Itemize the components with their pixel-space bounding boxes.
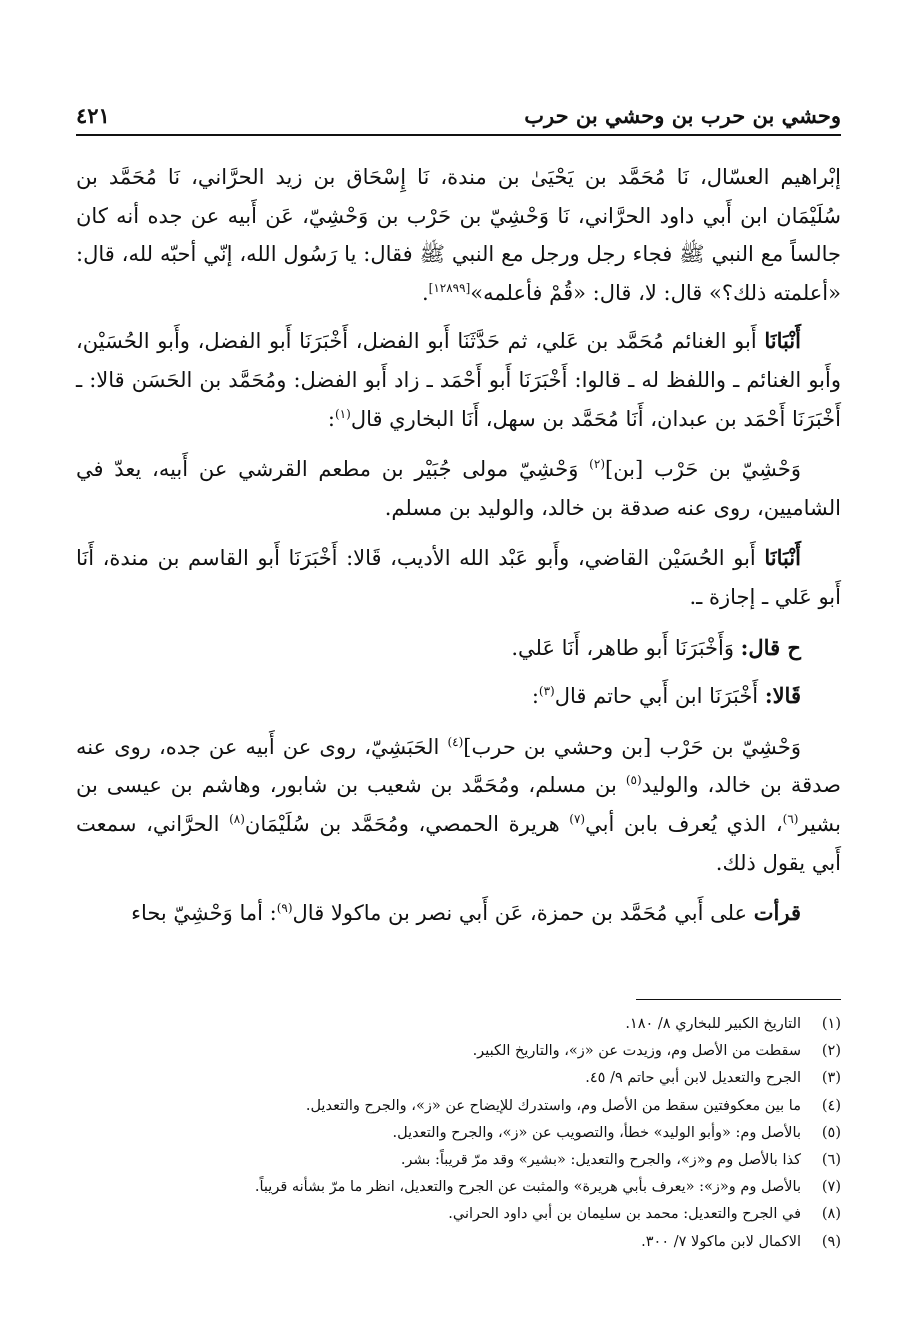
paragraph-5 <box>76 629 841 668</box>
footnote-ref-1[interactable]: (١) <box>334 406 351 421</box>
paragraph-7-text-a: وَحْشِيّ بن حَرْب [بن وحشي بن حرب] <box>463 734 802 759</box>
footnote-text: التاريخ الكبير للبخاري ٨/ ١٨٠. <box>625 1016 801 1032</box>
paragraph-3 <box>76 450 841 527</box>
footnote-ref-7[interactable]: (٧) <box>569 811 586 826</box>
footnote-ref-6[interactable]: (٦) <box>782 811 799 826</box>
paragraph-5-text: وَأَخْبَرَنَا أَبو طاهر، أَنَا عَلي. <box>511 635 741 660</box>
footnote-text: بالأصل وم: «وأبو الوليد» خطأ، والتصويب عن «ز»، والجرح والتعديل. <box>392 1124 801 1141</box>
footnote-item <box>76 1147 841 1174</box>
footnote-number: (٤) <box>821 1097 841 1114</box>
footnote-ref-5[interactable]: (٥) <box>625 773 642 788</box>
paragraph-7-text-d: ، الذي يُعرف بابن أبي <box>585 811 783 836</box>
footnote-item <box>76 1038 841 1065</box>
paragraph-4-text: أَبو الحُسَيْن القاضي، وأَبو عَبْد الله الأديب، قَالا: أَخْبَرَنَا أَبو القاسم بن مندة، أَنَا أَبو عَلي ـ إجازة ـ. <box>76 546 841 609</box>
footnote-item <box>76 1229 841 1256</box>
running-title: وحشي بن حرب بن وحشي بن حرب <box>524 103 841 128</box>
footnote-number: (١) <box>821 1016 841 1032</box>
page-number: ٤٢١ <box>76 103 110 128</box>
footnote-item <box>76 1093 841 1120</box>
paragraph-8-lead: قرأت <box>753 900 801 926</box>
footnote-item <box>76 1201 841 1228</box>
page-header <box>76 88 841 128</box>
paragraph-4 <box>76 539 841 616</box>
paragraph-7-text-b: الحَبَشِيّ، روى عن أَبيه عن جده، روى عنه صدقة بن خالد، والوليد <box>76 734 841 798</box>
paragraph-2-end: : <box>327 406 335 431</box>
footnote-ref-2[interactable]: (٢) <box>589 457 605 472</box>
footnote-number: (٨) <box>821 1206 841 1223</box>
paragraph-6-lead: قَالا: <box>764 683 801 709</box>
paragraph-2-text: أَبو الغنائم مُحَمَّد بن عَلي، ثم حَدَّثَنَا أَبو الفضل، أَخْبَرَنَا أَبو الفضل، وأَبو الحُسَيْن، وأَبو الغنائم ـ واللفظ له ـ قالوا: أَخْبَرَنَا أَبو أَحْمَد ـ زاد أَبو الفضل: ومُحَمَّد بن الحَسَن قالا: ـ أَخْبَرَنَا أَحْمَد بن عبدان، أَنَا مُحَمَّد بن سهل، أَنَا البخاري قال <box>76 329 841 431</box>
paragraph-7-text-c: بن مسلم، ومُحَمَّد بن شعيب بن شابور، وهاشم بن عيسى بن بشير <box>76 773 841 836</box>
paragraph-2-lead: أَنْبَانَا <box>764 328 801 354</box>
footnote-ref-4[interactable]: (٤) <box>447 734 464 749</box>
footnote-item <box>76 1174 841 1201</box>
footnotes <box>76 1011 841 1256</box>
paragraph-1 <box>76 158 841 312</box>
footnote-ref-8[interactable]: (٨) <box>229 811 245 826</box>
main-text <box>76 158 841 943</box>
footnote-item <box>76 1011 841 1038</box>
footnote-number: (٣) <box>821 1070 841 1087</box>
footnote-item <box>76 1120 841 1147</box>
footnote-number: (٦) <box>821 1152 841 1169</box>
paragraph-6 <box>76 677 841 716</box>
paragraph-4-lead: أَنْبَانَا <box>764 545 801 571</box>
paragraph-3-text-a: وَحْشِيّ بن حَرْب [بن] <box>605 457 801 482</box>
footnote-text: ما بين معكوفتين سقط من الأصل وم، واستدرك للإيضاح عن «ز»، والجرح والتعديل. <box>305 1097 801 1114</box>
footnote-text: بالأصل وم و«ز»: «يعرف بأبي هريرة» والمثبت عن الجرح والتعديل، انظر ما مرّ بشأنه قريباً. <box>254 1179 801 1196</box>
paragraph-8 <box>76 894 841 933</box>
footnote-item <box>76 1065 841 1092</box>
paragraph-7-text-f: الحرَّاني، سمعت أَبي يقول ذلك. <box>76 811 841 875</box>
footnote-separator <box>636 999 841 1000</box>
header-rule <box>76 134 841 136</box>
hadith-number: [١٢٨٩٩] <box>428 280 471 295</box>
footnote-text: الجرح والتعديل لابن أبي حاتم ٩/ ٤٥. <box>585 1070 801 1087</box>
footnote-text: سقطت من الأصل وم، وزيدت عن «ز»، والتاريخ الكبير. <box>472 1043 801 1060</box>
paragraph-1-end: . <box>421 280 429 305</box>
footnote-text: الاكمال لابن ماكولا ٧/ ٣٠٠. <box>641 1233 801 1250</box>
paragraph-3-text-b: وَحْشِيّ مولى جُبَيْر بن مطعم القرشي عن أَبيه، يعدّ في الشاميين، روى عنه صدقة بن خالد، والوليد بن مسلم. <box>76 457 841 520</box>
paragraph-7-text-e: هريرة الحمصي، ومُحَمَّد بن سُلَيْمَان <box>244 811 570 836</box>
footnote-number: (٧) <box>821 1179 841 1196</box>
paragraph-7 <box>76 728 841 882</box>
footnote-text: كذا بالأصل وم و«ز»، والجرح والتعديل: «بشير» وقد مرّ قريباً: بشر. <box>400 1152 801 1169</box>
paragraph-1-text: إبْراهيم العسّال، نَا مُحَمَّد بن يَحْيَىٰ بن مندة، نَا إِسْحَاق بن زيد الحرَّاني، نَا مُحَمَّد بن سُلَيْمَان ابن أَبي داود الحرَّاني، نَا وَحْشِيّ بن حَرْب بن وَحْشِيّ، عَن أَبيه عن جده أنه كان جالساً مع النبي ﷺ فجاء رجل ورجل مع النبي ﷺ فقال: يا رَسُول الله، إنّي أحبّه لله، قال: «أعلمته ذلك؟» قال: لا، قال: «قُمْ فأعلمه» <box>76 165 841 305</box>
paragraph-8-end: : أما وَحْشِيّ بحاء <box>131 901 277 926</box>
paragraph-8-text: على أَبي مُحَمَّد بن حمزة، عَن أَبي نصر بن ماكولا قال <box>292 901 754 926</box>
paragraph-6-text: أَخْبَرَنَا ابن أَبي حاتم قال <box>554 684 765 709</box>
footnote-number: (٩) <box>821 1233 841 1250</box>
footnote-ref-3[interactable]: (٣) <box>538 684 555 699</box>
footnote-number: (٥) <box>821 1124 841 1141</box>
paragraph-5-lead: ح قال: <box>740 634 801 660</box>
paragraph-2 <box>76 322 841 438</box>
footnote-ref-9[interactable]: (٩) <box>276 901 293 916</box>
footnote-number: (٢) <box>821 1043 841 1060</box>
paragraph-6-end: : <box>531 684 539 709</box>
footnote-text: في الجرح والتعديل: محمد بن سليمان بن أبي داود الحراني. <box>448 1206 801 1223</box>
